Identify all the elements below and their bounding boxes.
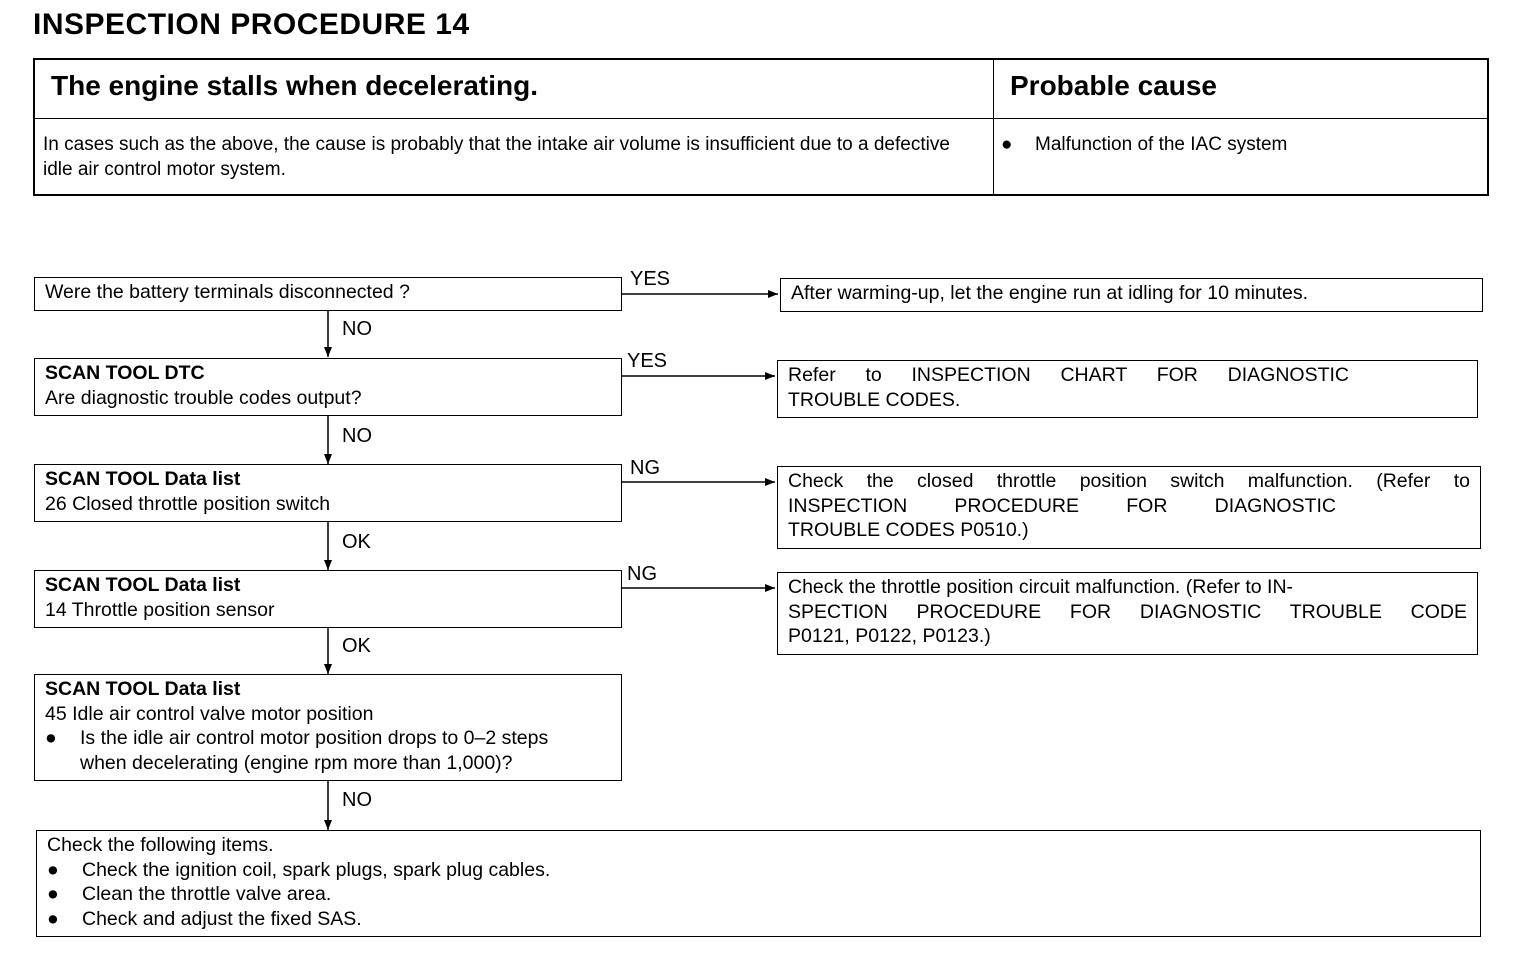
final-item [47,858,1470,883]
step-title: SCAN TOOL Data list [45,468,241,490]
step-text: 14 Throttle position sensor [45,598,275,621]
no-label: NO [342,318,372,340]
step-text: 45 Idle air control valve motor position [45,702,374,725]
result-warm-up [780,278,1483,312]
final-item [47,907,1470,932]
bullet-icon: ● [47,907,59,930]
result-closed-throttle-check [777,466,1481,549]
final-intro: Check the following items. [47,834,274,856]
no-label: NO [342,425,372,447]
bullet-icon: ● [47,858,59,881]
step-title: SCAN TOOL DTC [45,362,205,384]
ng-label: NG [630,457,660,479]
result-text: INSPECTION PROCEDURE FOR DIAGNOSTIC [788,494,1336,517]
result-text: Check the closed throttle position switch malfunction. (Refer to [788,470,1470,492]
result-text: Refer to INSPECTION CHART FOR DIAGNOSTIC [788,364,1349,386]
ok-label: OK [342,635,371,657]
final-item [47,882,1470,907]
symptom-description: In cases such as the above, the cause is probably that the intake air volume is insufficient due to a defective idle air control motor system. [43,134,950,180]
result-text: SPECTION PROCEDURE FOR DIAGNOSTIC TROUBLE CODE [788,600,1467,623]
result-text: TROUBLE CODES P0510.) [788,519,1029,541]
page-title: INSPECTION PROCEDURE 14 [33,8,470,41]
step-closed-throttle-switch [34,464,622,522]
probable-cause-text: Malfunction of the IAC system [1035,134,1288,155]
bullet-icon: ● [1001,134,1013,155]
bullet-icon: ● [45,727,57,749]
step-title: SCAN TOOL Data list [45,678,241,700]
step-text: Are diagnostic trouble codes output? [45,386,362,409]
result-text: Check the throttle position circuit malfunction. (Refer to IN- [788,576,1294,598]
result-dtc-chart [777,360,1478,418]
final-check-items [36,830,1481,937]
step-scan-tool-dtc [34,358,622,416]
probable-cause-heading: Probable cause [1010,70,1217,101]
step-iac-motor-position [34,674,622,781]
ng-label: NG [627,563,657,585]
step-text: Were the battery terminals disconnected ? [45,281,410,303]
result-throttle-circuit-check [777,572,1478,655]
yes-label: YES [630,268,671,290]
step-bullet-cont [45,751,611,776]
step-title: SCAN TOOL Data list [45,574,241,596]
ok-label: OK [342,531,371,553]
step-battery-check [34,277,622,311]
result-text: TROUBLE CODES. [788,388,961,411]
no-label: NO [342,789,372,811]
bullet-text: Is the idle air control motor position drops to 0–2 steps [80,727,549,749]
result-text: After warming-up, let the engine run at idling for 10 minutes. [791,282,1309,304]
step-bullet [45,726,611,751]
symptom-heading: The engine stalls when decelerating. [51,70,539,101]
final-item-text: Check and adjust the fixed SAS. [82,907,362,930]
step-throttle-position-sensor [34,570,622,628]
bullet-text: when decelerating (engine rpm more than 1,000)? [80,751,513,774]
step-text: 26 Closed throttle position switch [45,492,331,515]
final-item-text: Check the ignition coil, spark plugs, spark plug cables. [82,858,551,881]
final-item-text: Clean the throttle valve area. [82,883,332,905]
yes-label: YES [627,350,668,372]
bullet-icon: ● [47,883,59,905]
result-text: P0121, P0122, P0123.) [788,625,991,647]
